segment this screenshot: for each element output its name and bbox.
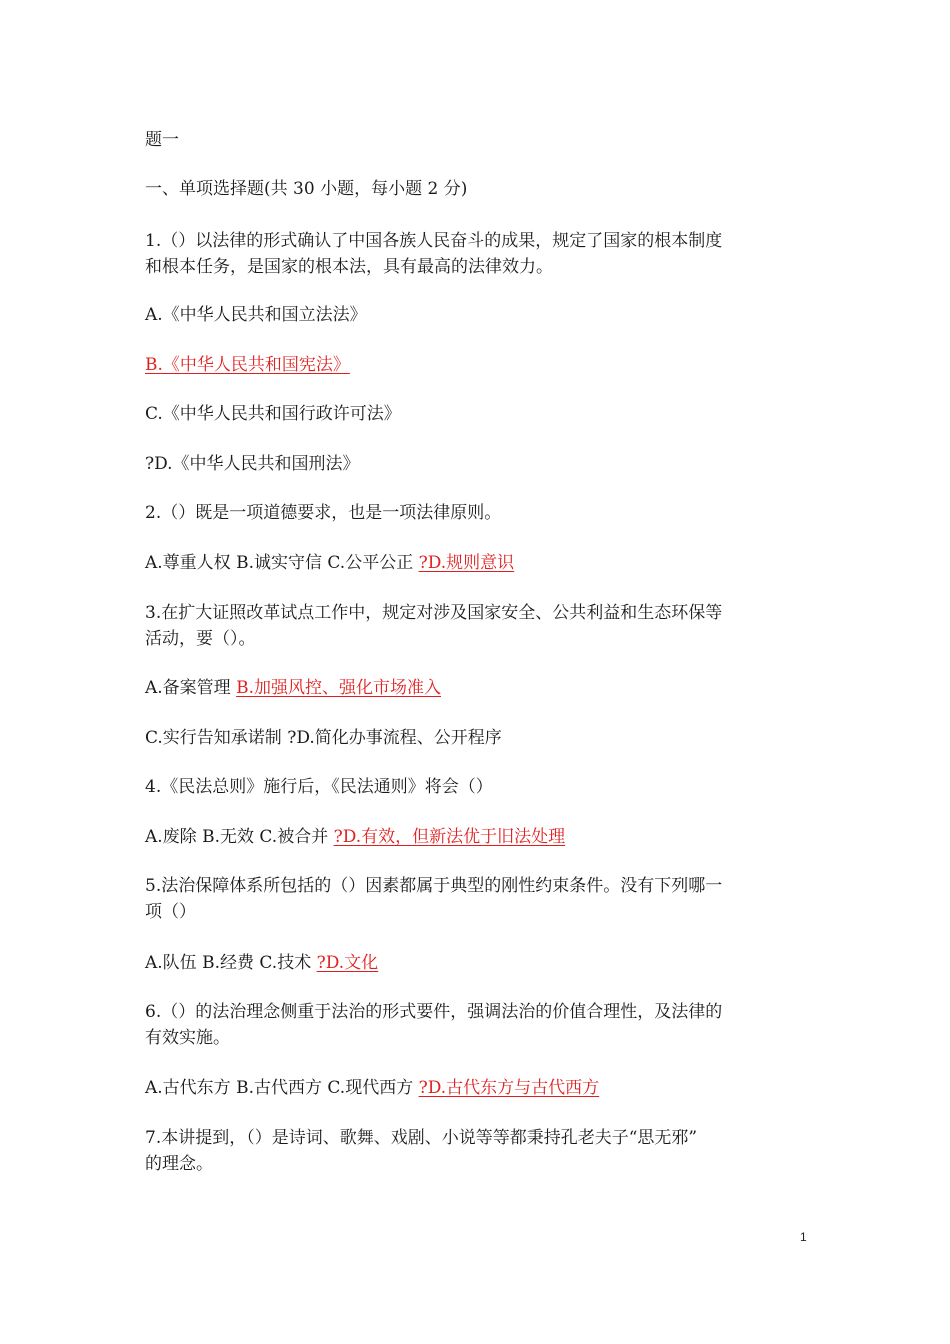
q6-answer: ?D.古代东方与古代西方 (418, 1078, 600, 1098)
q1-option-d: ?D.《中华人民共和国刑法》 (145, 454, 360, 474)
q4-stem: 4.《民法总则》施行后，《民法通则》将会（） (145, 777, 493, 797)
q3-stem-line1: 3.在扩大证照改革试点工作中，规定对涉及国家安全、公共利益和生态环保等 (145, 603, 723, 623)
q5-options (145, 951, 378, 976)
q6-stem-line1: 6.（）的法治理念侧重于法治的形式要件，强调法治的价值合理性，及法律的 (145, 1002, 723, 1022)
page-number: 1 (800, 1230, 807, 1244)
q4-options (145, 825, 565, 850)
q1-stem-line2: 和根本任务，是国家的根本法，具有最高的法律效力。 (145, 257, 553, 277)
q3-option-a: A.备案管理 (145, 678, 237, 698)
q5-stem-line2: 项（） (145, 902, 196, 922)
q1-option-c: C.《中华人民共和国行政许可法》 (145, 404, 401, 424)
q6-options (145, 1076, 599, 1101)
q1-option-b-answer: B.《中华人民共和国宪法》 (145, 355, 350, 375)
doc-title: 题一 (145, 130, 179, 150)
q5-options-text: A.队伍 B.经费 C.技术 (145, 953, 317, 973)
q4-answer: ?D.有效，但新法优于旧法处理 (333, 827, 566, 847)
q6-options-text: A.古代东方 B.古代西方 C.现代西方 (145, 1078, 419, 1098)
q7-stem-line2: 的理念。 (145, 1154, 213, 1174)
q6-stem-line2: 有效实施。 (145, 1028, 230, 1048)
q2-stem: 2.（）既是一项道德要求，也是一项法律原则。 (145, 503, 502, 523)
q3-options-ab (145, 676, 441, 701)
q2-options-text: A.尊重人权 B.诚实守信 C.公平公正 (145, 553, 419, 573)
q3-answer: B.加强风控、强化市场准入 (236, 678, 441, 698)
q5-answer: ?D.文化 (316, 953, 379, 973)
q4-options-text: A.废除 B.无效 C.被合并 (145, 827, 334, 847)
q5-stem-line1: 5.法治保障体系所包括的（）因素都属于典型的刚性约束条件。没有下列哪一 (145, 876, 723, 896)
q3-stem-line2: 活动，要（）。 (145, 629, 256, 649)
q3-options-cd: C.实行告知承诺制 ?D.简化办事流程、公开程序 (145, 728, 502, 748)
q2-options (145, 551, 514, 576)
q1-stem-line1: 1.（）以法律的形式确认了中国各族人民奋斗的成果，规定了国家的根本制度 (145, 231, 723, 251)
q1-option-a: A.《中华人民共和国立法法》 (145, 305, 367, 325)
q7-stem-line1: 7.本讲提到，（）是诗词、歌舞、戏剧、小说等等都秉持孔老夫子“思无邪” (145, 1128, 698, 1148)
section-heading: 一、单项选择题(共 30 小题，每小题 2 分) (145, 179, 468, 199)
q2-answer: ?D.规则意识 (418, 553, 515, 573)
